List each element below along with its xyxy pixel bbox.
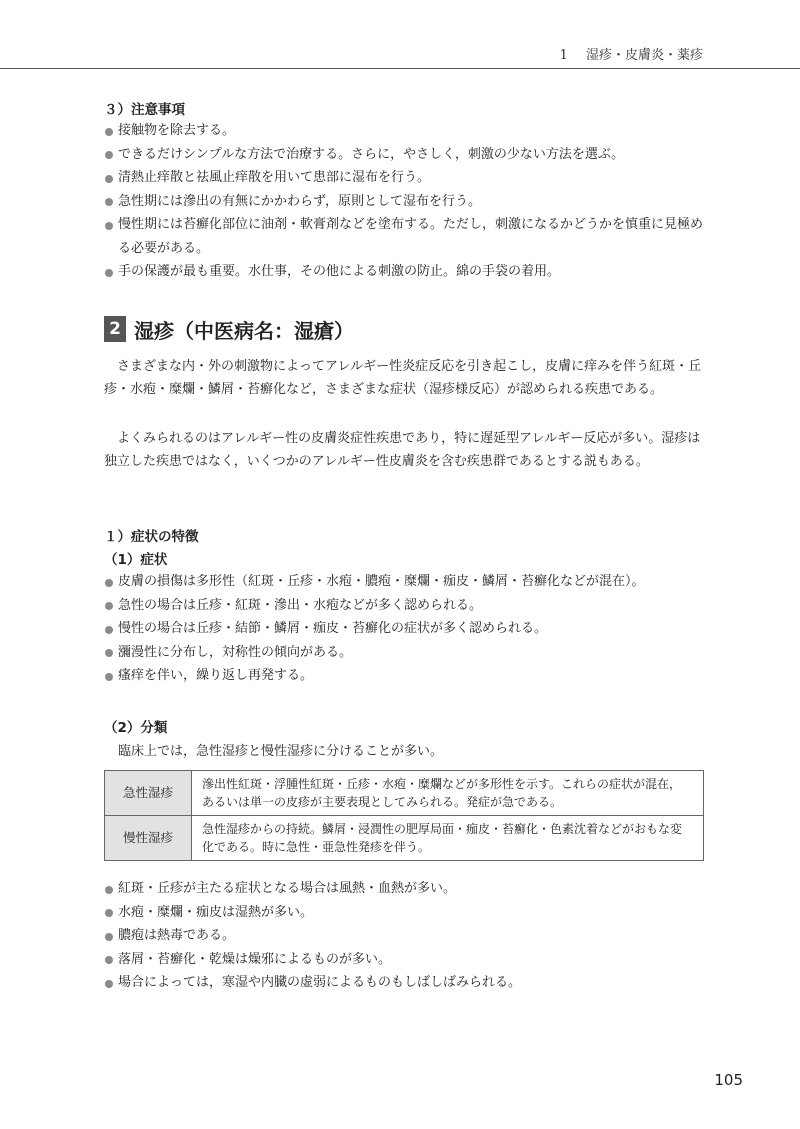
list-item: 接触物を除去する。 xyxy=(104,119,704,143)
list-item: 膿疱は熱毒である。 xyxy=(104,924,704,948)
table-row-description: 滲出性紅斑・浮腫性紅斑・丘疹・水疱・糜爛などが多形性を示す。これらの症状が混在，あるいは単一の皮疹が主要表現としてみられる。発症が急である。 xyxy=(192,771,704,816)
table-row xyxy=(105,816,704,861)
list-item: 手の保護が最も重要。水仕事，その他による刺激の防止。綿の手袋の着用。 xyxy=(104,260,704,284)
classification-intro: 臨床上では，急性湿疹と慢性湿疹に分けることが多い。 xyxy=(118,744,444,759)
classification-heading: （2）分類 xyxy=(104,720,168,736)
list-item: 水疱・糜爛・痂皮は湿熱が多い。 xyxy=(104,901,704,925)
table-row-label: 慢性湿疹 xyxy=(105,816,192,861)
notes-heading: ３）注意事項 xyxy=(104,102,185,118)
table-row xyxy=(105,771,704,816)
running-head xyxy=(560,44,703,63)
list-item: 落屑・苔癬化・乾燥は燥邪によるものが多い。 xyxy=(104,948,704,972)
list-item: 急性期には滲出の有無にかかわらず，原則として湿布を行う。 xyxy=(104,190,704,214)
chapter-title: 湿疹・皮膚炎・薬疹 xyxy=(585,48,703,63)
page-number: 105 xyxy=(714,1071,743,1089)
list-item: 慢性期には苔癬化部位に油剤・軟膏剤などを塗布する。ただし，刺激になるかどうかを慎重に見極める必要がある。 xyxy=(104,213,704,260)
notes-list xyxy=(104,119,704,284)
table-row-label: 急性湿疹 xyxy=(105,771,192,816)
classification-table xyxy=(104,770,704,861)
paragraph: よくみられるのはアレルギー性の皮膚炎症性疾患であり，特に遅延型アレルギー反応が多い。湿疹は独立した疾患ではなく，いくつかのアレルギー性皮膚炎を含む疾患群であるとする説もある。 xyxy=(104,431,701,469)
list-item: 瀰漫性に分布し，対称性の傾向がある。 xyxy=(104,641,704,665)
section-heading: 湿疹（中医病名：湿瘡） xyxy=(134,318,354,343)
list-item: 場合によっては，寒湿や内臓の虚弱によるものもしばしばみられる。 xyxy=(104,971,704,995)
list-item: 慢性の場合は丘疹・結節・鱗屑・痂皮・苔癬化の症状が多く認められる。 xyxy=(104,617,704,641)
table-row-description: 急性湿疹からの持続。鱗屑・浸潤性の肥厚局面・痂皮・苔癬化・色素沈着などがおもな変化である。時に急性・亜急性発疹を伴う。 xyxy=(192,816,704,861)
chapter-number: 1 xyxy=(559,48,568,63)
list-item: 紅斑・丘疹が主たる症状となる場合は風熱・血熱が多い。 xyxy=(104,877,704,901)
list-item: 皮膚の損傷は多形性（紅斑・丘疹・水疱・膿疱・糜爛・痂皮・鱗屑・苔癬化などが混在）。 xyxy=(104,570,704,594)
symptoms-heading: （1）症状 xyxy=(104,552,168,568)
header-rule xyxy=(0,68,800,69)
list-item: 瘙痒を伴い，繰り返し再発する。 xyxy=(104,664,704,688)
section-number-badge: 2 xyxy=(104,316,126,342)
symptoms-list xyxy=(104,570,704,688)
features-heading: １）症状の特徴 xyxy=(104,529,199,545)
section-title xyxy=(104,316,354,342)
list-item: 清熱止痒散と祛風止痒散を用いて患部に湿布を行う。 xyxy=(104,166,704,190)
paragraph: さまざまな内・外の刺激物によってアレルギー性炎症反応を引き起こし，皮膚に痒みを伴う紅斑・丘疹・水疱・糜爛・鱗屑・苔癬化など，さまざまな症状（湿疹様反応）が認められる疾患である。 xyxy=(104,359,702,397)
pattern-list xyxy=(104,877,704,995)
list-item: 急性の場合は丘疹・紅斑・滲出・水疱などが多く認められる。 xyxy=(104,594,704,618)
list-item: できるだけシンプルな方法で治療する。さらに，やさしく，刺激の少ない方法を選ぶ。 xyxy=(104,143,704,167)
